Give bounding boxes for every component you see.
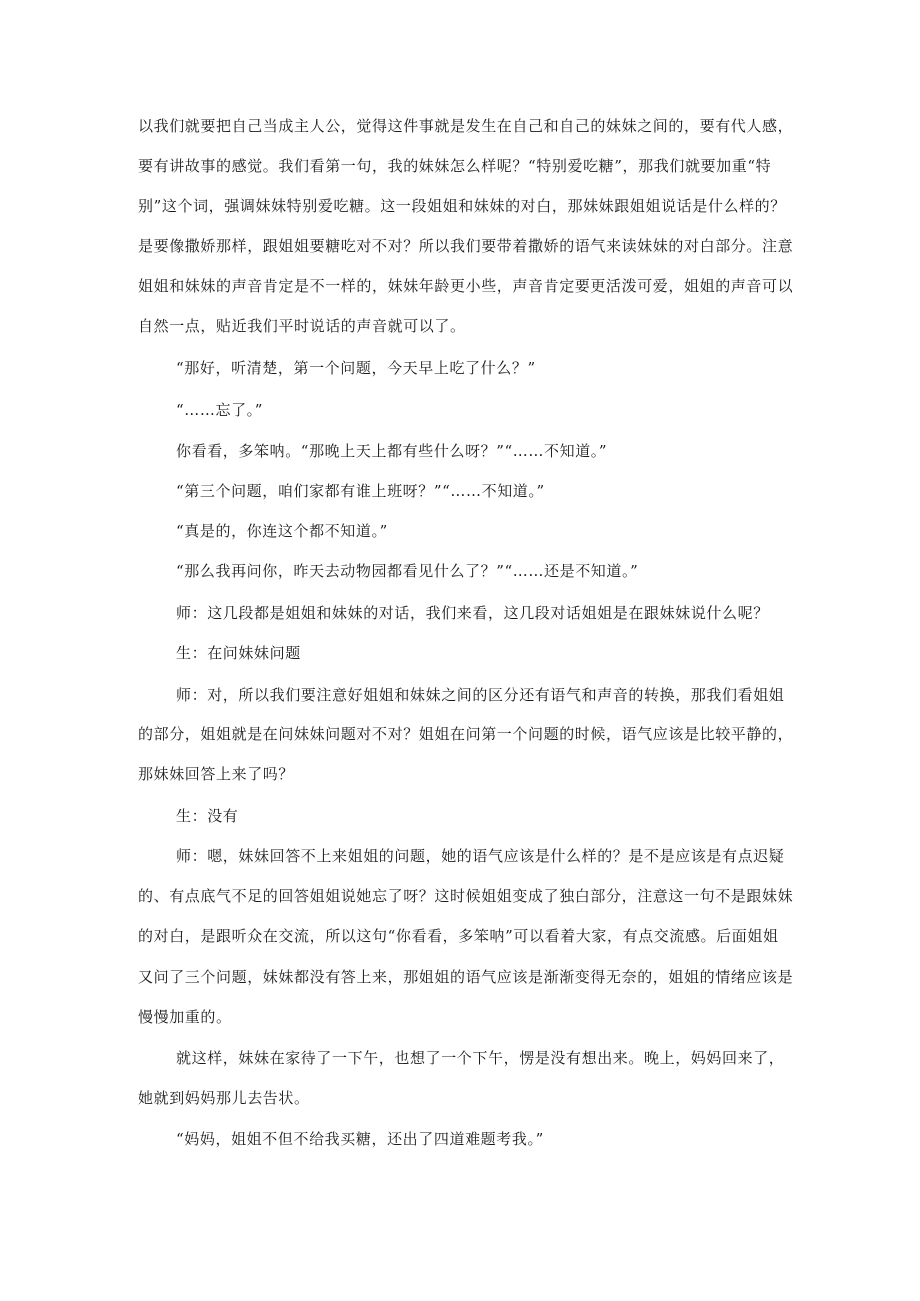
text-line: 慢慢加重的。: [138, 1008, 232, 1026]
text-line: 师：嗯，妹妹回答不上来姐姐的问题，她的语气应该是什么样的？是不是应该是有点迟疑: [176, 847, 785, 865]
text-line: 生：在问妹妹问题: [176, 644, 301, 662]
text-line: “妈妈，姐姐不但不给我买糖，还出了四道难题考我。”: [176, 1130, 544, 1148]
text-line: 的、有点底气不足的回答姐姐说她忘了呀？这时候姐姐变成了独白部分，注意这一句不是跟妹妹: [138, 887, 794, 905]
text-line: 你看看，多笨呐。“那晚上天上都有些什么呀？”“……不知道。”: [176, 442, 608, 460]
text-line: 自然一点，贴近我们平时说话的声音就可以了。: [138, 317, 466, 335]
text-line: 要有讲故事的感觉。我们看第一句，我的妹妹怎么样呢？“特别爱吃糖”，那我们就要加重“特: [138, 157, 772, 175]
text-line: 就这样，妹妹在家待了一下午，也想了一个下午，愣是没有想出来。晚上，妈妈回来了，: [176, 1049, 785, 1067]
text-line: 的部分，姐姐就是在问妹妹问题对不对？姐姐在问第一个问题的时候，语气应该是比较平静的，: [138, 725, 794, 743]
text-line: “第三个问题，咱们家都有谁上班呀？”“……不知道。”: [176, 482, 545, 500]
text-line: 师：对，所以我们要注意好姐姐和妹妹之间的区分还有语气和声音的转换，那我们看姐姐: [176, 686, 785, 704]
text-line: 她就到妈妈那儿去告状。: [138, 1089, 310, 1107]
text-line: 姐姐和妹妹的声音肯定是不一样的，妹妹年龄更小些，声音肯定要更活泼可爱，姐姐的声音可以: [138, 277, 794, 295]
text-line: 以我们就要把自己当成主人公，觉得这件事就是发生在自己和自己的妹妹之间的，要有代人感，: [138, 117, 794, 135]
text-line: 的对白，是跟听众在交流，所以这句“你看看，多笨呐”可以看着大家，有点交流感。后面姐姐: [138, 927, 779, 945]
text-line: 又问了三个问题，妹妹都没有答上来，那姐姐的语气应该是渐渐变得无奈的，姐姐的情绪应该是: [138, 968, 794, 986]
text-line: “真是的，你连这个都不知道。”: [176, 522, 388, 540]
text-line: “那好，听清楚，第一个问题，今天早上吃了什么？”: [176, 359, 536, 377]
text-line: 生：没有: [176, 807, 239, 825]
text-line: 是要像撒娇那样，跟姐姐要糖吃对不对？所以我们要带着撒娇的语气来读妹妹的对白部分。注意: [138, 237, 794, 255]
text-line: “那么我再问你，昨天去动物园都看见什么了？”“……还是不知道。”: [176, 562, 639, 580]
text-line: 师：这几段都是姐姐和妹妹的对话，我们来看，这几段对话姐姐是在跟妹妹说什么呢？: [176, 604, 769, 622]
text-line: 那妹妹回答上来了吗？: [138, 765, 295, 783]
text-line: 别”这个词，强调妹妹特别爱吃糖。这一段姐姐和妹妹的对白，那妹妹跟姐姐说话是什么样的？: [138, 197, 786, 215]
text-line: “……忘了。”: [176, 401, 264, 419]
